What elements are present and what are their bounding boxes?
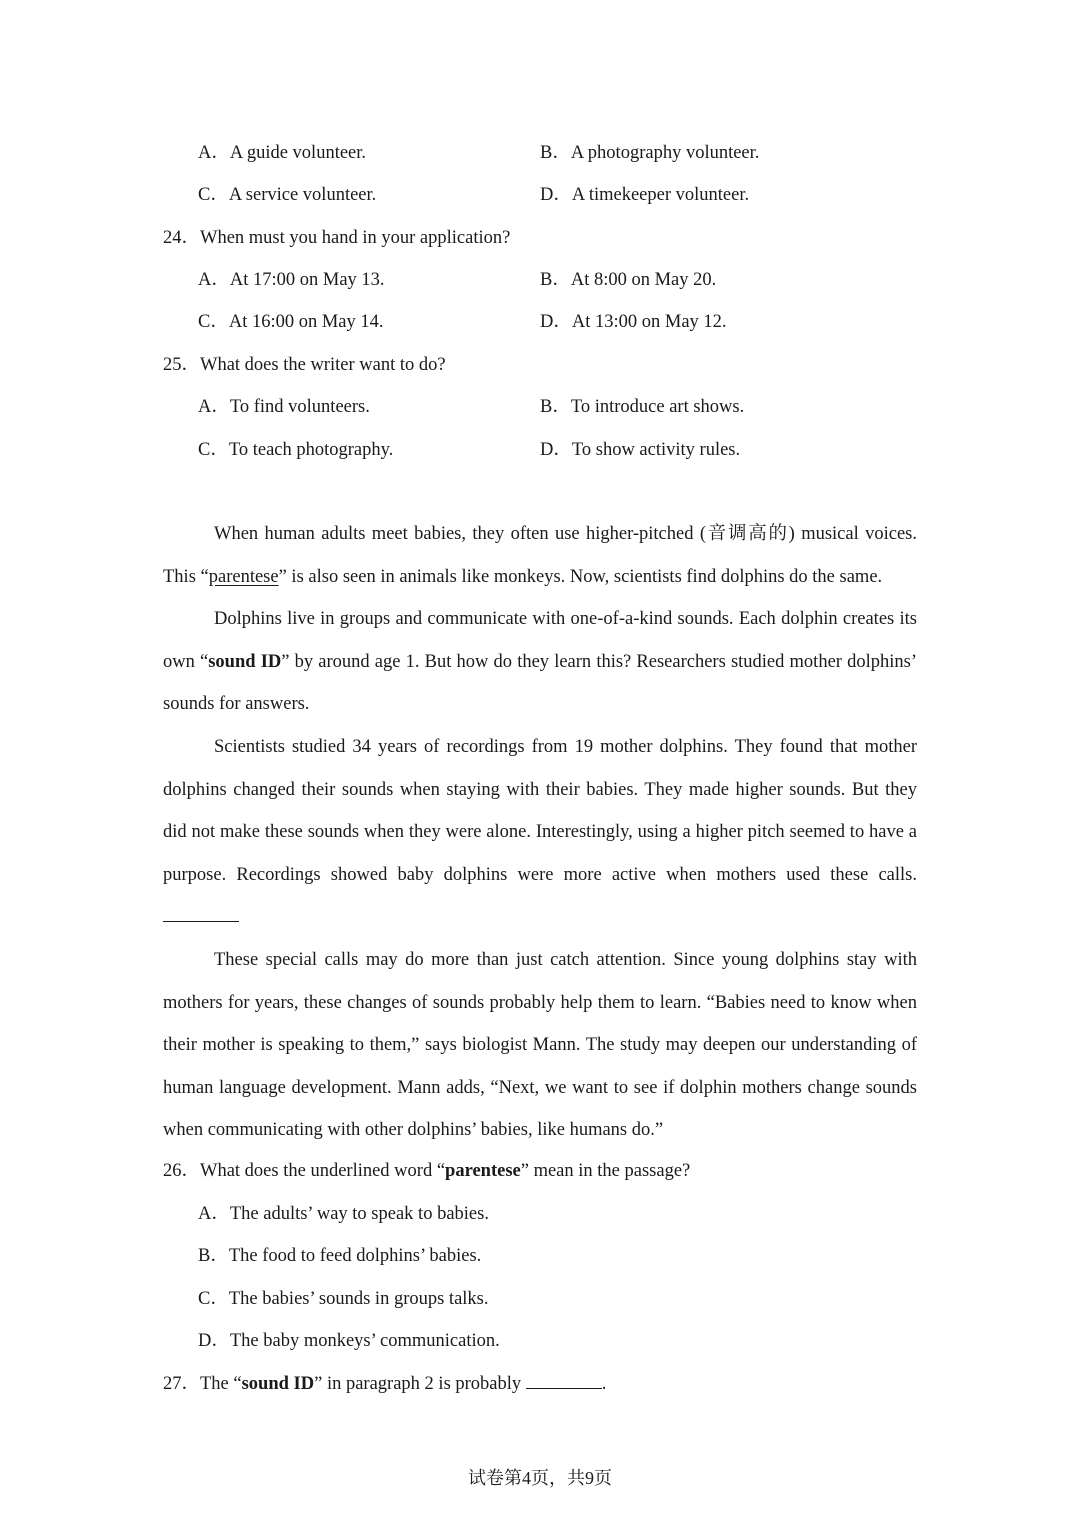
q24-option-d: D．At 13:00 on May 12. xyxy=(540,312,727,332)
q26-stem-b: ” mean in the passage? xyxy=(520,1161,691,1181)
p2-text-a: Dolphins live in groups and communicate with one-of-a-kind sounds. Each dolphin creates its own “ xyxy=(163,609,917,672)
passage-paragraph-3 xyxy=(163,726,917,939)
bold-term: sound ID xyxy=(208,651,282,672)
p1-text-a: When human adults meet babies, they often use higher-pitched (音调高的) musical voices. This “ xyxy=(163,524,917,587)
q24-option-c: C．At 16:00 on May 14. xyxy=(198,312,384,332)
q26-option-b: B．The food to feed dolphins’ babies. xyxy=(198,1246,482,1266)
q26-stem-a: 26．What does the underlined word “ xyxy=(163,1161,446,1181)
passage-paragraph-1 xyxy=(163,513,917,598)
q27-stem-b: ” in paragraph 2 is probably xyxy=(314,1374,526,1394)
p3-text: Scientists studied 34 years of recordings from 19 mother dolphins. They found that mother dolphins changed their sounds when staying with their babies. They made higher sounds. But they did not make these sounds when they were alone. Interestingly, using a higher pitch seemed to have a purpose. Recordings showed baby dolphins were more active when mothers used these calls. xyxy=(163,736,917,885)
q26-stem xyxy=(163,1158,690,1184)
q27-stem-a: 27．The “ xyxy=(163,1374,242,1394)
q23-option-b: B．A photography volunteer. xyxy=(540,143,760,163)
q24-option-a: A．At 17:00 on May 13. xyxy=(198,270,385,290)
p2-text-b: ” by around age 1. But how do they learn this? Researchers studied mother dolphins’ sounds for answers. xyxy=(163,651,917,715)
passage-paragraph-2 xyxy=(163,598,917,726)
q25-option-b: B．To introduce art shows. xyxy=(540,397,745,417)
q27-stem xyxy=(163,1371,606,1397)
underlined-word: parentese xyxy=(208,566,279,587)
reading-passage xyxy=(163,513,917,1152)
q24-option-b: B．At 8:00 on May 20. xyxy=(540,270,717,290)
q26-bold-word: parentese xyxy=(445,1161,521,1181)
q24-stem: 24．When must you hand in your application? xyxy=(163,228,511,248)
page-footer: 试卷第4页，共9页 xyxy=(468,1468,612,1488)
passage-paragraph-4 xyxy=(163,939,917,1152)
q26-option-d: D．The baby monkeys’ communication. xyxy=(198,1331,500,1351)
q27-bold-word: sound ID xyxy=(241,1374,315,1394)
q27-answer-blank xyxy=(526,1372,602,1389)
q25-option-d: D．To show activity rules. xyxy=(540,440,741,460)
q23-option-d: D．A timekeeper volunteer. xyxy=(540,185,750,205)
p4-text: These special calls may do more than just catch attention. Since young dolphins stay with mothers for years, these changes of sounds probably help them to learn. “Babies need to know when their mother is speaking to them,” says biologist Mann. The study may deepen our understanding of human language development. Mann adds, “Next, we want to see if dolphin mothers change sounds when communicating with other dolphins’ babies, like humans do.” xyxy=(163,949,917,1141)
answer-blank xyxy=(163,905,239,922)
q25-option-c: C．To teach photography. xyxy=(198,440,394,460)
p1-text-b: ” is also seen in animals like monkeys. Now, scientists find dolphins do the same. xyxy=(278,566,883,587)
q25-option-a: A．To find volunteers. xyxy=(198,397,370,417)
q27-stem-end: . xyxy=(601,1374,607,1394)
q23-option-a: A．A guide volunteer. xyxy=(198,143,367,163)
q23-option-c: C．A service volunteer. xyxy=(198,185,377,205)
q25-stem: 25．What does the writer want to do? xyxy=(163,355,446,375)
q26-option-a: A．The adults’ way to speak to babies. xyxy=(198,1204,489,1224)
q26-option-c: C．The babies’ sounds in groups talks. xyxy=(198,1289,489,1309)
